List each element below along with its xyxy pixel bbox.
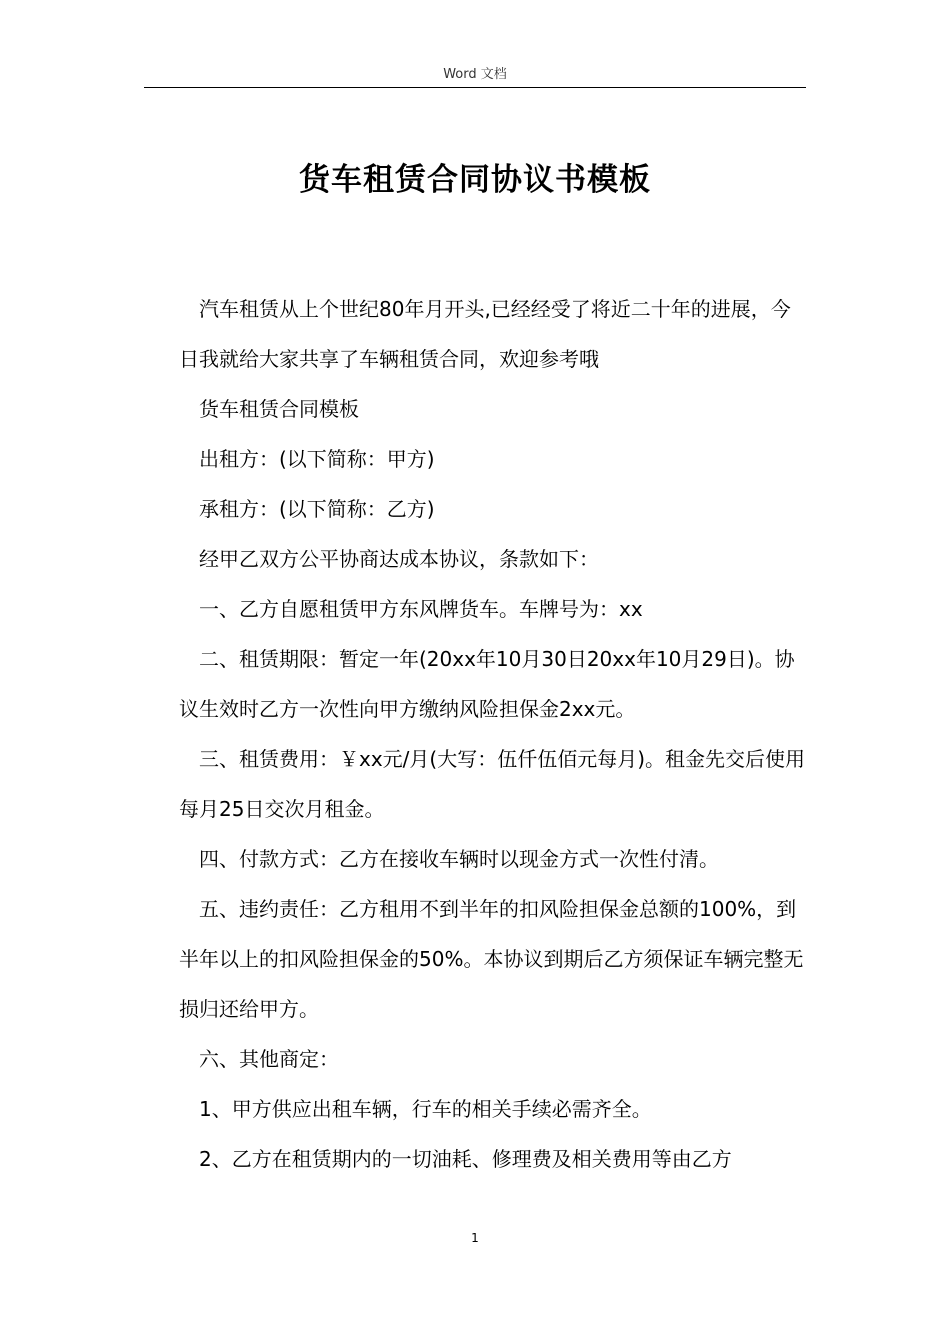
clause-3: 三、租赁费用：￥xx元/月(大写：伍仟伍佰元每月)。租金先交后使用每月25日交次月租金。 [179,747,806,821]
page-number: 1 [471,1231,479,1245]
contract-heading: 货车租赁合同模板 [199,397,359,421]
clause-6: 六、其他商定： [199,1047,339,1071]
document-title: 货车租赁合同协议书模板 [299,162,651,198]
clause-4: 四、付款方式：乙方在接收车辆时以现金方式一次性付清。 [199,847,719,871]
clause-2: 二、租赁期限：暂定一年(20xx年10月30日20xx年10月29日)。协议生效时乙方一次性向甲方缴纳风险担保金2xx元。 [179,647,795,721]
intro-paragraph: 汽车租赁从上个世纪80年月开头,已经经受了将近二十年的进展，今日我就给大家共享了车辆租赁合同，欢迎参考哦 [179,297,791,371]
header-divider [144,87,806,88]
clause-5: 五、违约责任：乙方租用不到半年的扣风险担保金总额的100%，到半年以上的扣风险担保金的50%。本协议到期后乙方须保证车辆完整无损归还给甲方。 [179,897,804,1021]
clause-1: 一、乙方自愿租赁甲方东风牌货车。车牌号为：xx [199,597,643,621]
lessee-line: 承租方：(以下简称：乙方) [199,497,435,521]
sub-clause-2: 2、乙方在租赁期内的一切油耗、修理费及相关费用等由乙方 [199,1147,732,1171]
lessor-line: 出租方：(以下简称：甲方) [199,447,435,471]
agreement-preamble: 经甲乙双方公平协商达成本协议，条款如下： [199,547,599,571]
sub-clause-1: 1、甲方供应出租车辆，行车的相关手续必需齐全。 [199,1097,652,1121]
document-body [179,284,808,1184]
page-header: Word 文档 [443,67,507,82]
